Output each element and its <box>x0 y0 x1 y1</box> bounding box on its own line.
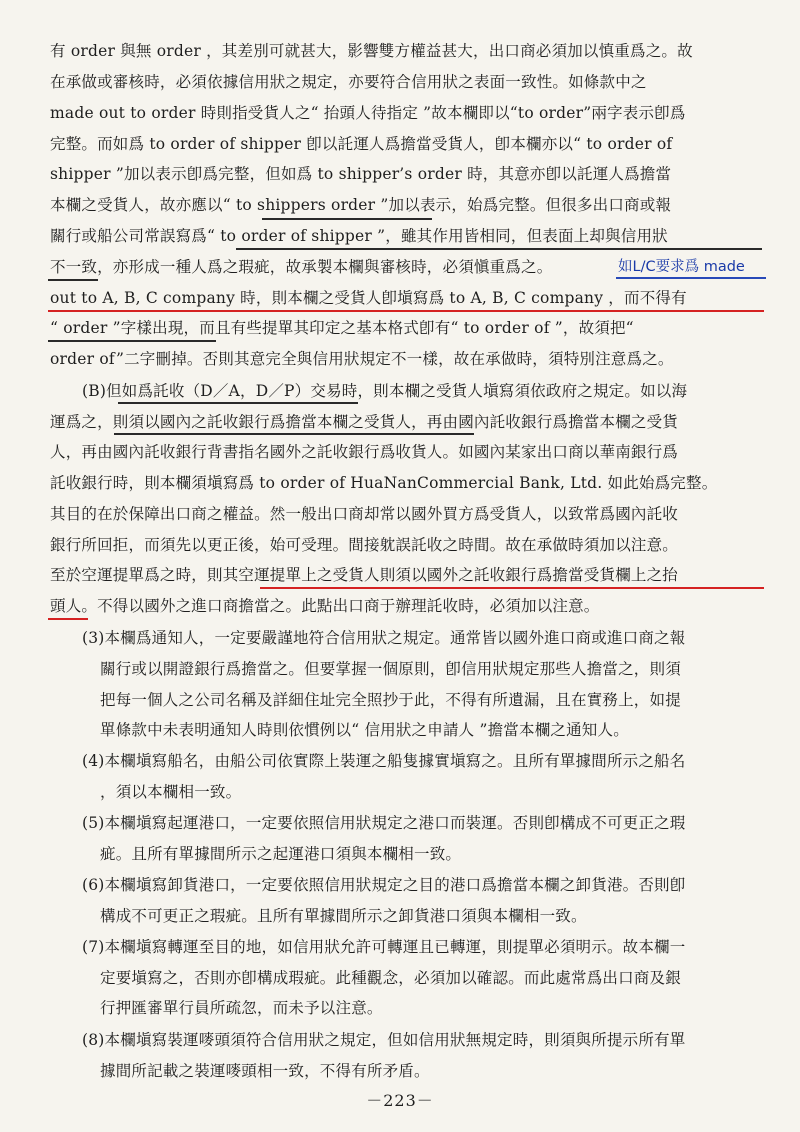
text-line: shipper ”加以表示卽爲完整，但如爲 to shipper’s order 時，其意亦卽以託運人爲擔當 <box>50 165 672 183</box>
underline <box>236 248 762 250</box>
underline <box>262 218 432 220</box>
text-line: 構成不可更正之瑕疵。且所有單據間所示之卸貨港口須與本欄相一致。 <box>100 907 587 925</box>
text-line: (8)本欄塡寫裝運嘜頭須符合信用狀之規定，但如信用狀無規定時，則須與所提示所有單 <box>82 1031 686 1049</box>
text-line: 行押匯審單行員所疏忽，而未予以注意。 <box>100 999 383 1017</box>
text-line: (5)本欄塡寫起運港口，一定要依照信用狀規定之港口而裝運。否則卽構成不可更正之瑕 <box>82 814 686 832</box>
page-number: －223－ <box>366 1091 434 1110</box>
text-line: (3)本欄爲通知人，一定要嚴謹地符合信用狀之規定。通常皆以國外進口商或進口商之報 <box>82 629 686 647</box>
text-line: “ order ”字樣出現，而且有些提單其印定之基本格式卽有“ to order of ”，故須把“ <box>50 319 634 337</box>
text-line: 完整。而如爲 to order of shipper 卽以託運人爲擔當受貨人，卽本欄亦以“ to order of <box>50 135 673 153</box>
text-line: ，須以本欄相一致。 <box>100 783 242 801</box>
text-line: 頭人。不得以國外之進口商擔當之。此點出口商于辦理託收時，必須加以注意。 <box>50 597 600 615</box>
text-line: 有 order 與無 order ，其差別可就甚大，影響雙方權益甚大，出口商必須加以慎重爲之。故 <box>50 42 693 60</box>
text-line: 銀行所回拒，而須先以更正後，始可受理。間接躭誤託收之時間。故在承做時須加以注意。 <box>50 536 679 554</box>
text-line: (4)本欄塡寫船名，由船公司依實際上裝運之船隻據實塡寫之。且所有單據間所示之船名 <box>82 752 686 770</box>
text-line: (7)本欄塡寫轉運至目的地，如信用狀允許可轉運且已轉運，則提單必須明示。故本欄一 <box>82 938 686 956</box>
underline <box>48 340 216 342</box>
text-line: 不一致，亦形成一種人爲之瑕疵，故承製本欄與審核時，必須愼重爲之。 <box>50 258 553 276</box>
text-line: order of”二字刪掉。否則其意完全與信用狀規定不一樣，故在承做時，須特別注意爲之。 <box>50 350 674 368</box>
text-line: 關行或以開證銀行爲擔當之。但要掌握一個原則，卽信用狀規定那些人擔當之，則須 <box>100 660 681 678</box>
text-line: 在承做或審核時，必須依據信用狀之規定，亦要符合信用狀之表面一致性。如條款中之 <box>50 73 647 91</box>
underline <box>118 402 358 404</box>
text-line: 託收銀行時，則本欄須塡寫爲 to order of HuaNanCommercial Bank, Ltd. 如此始爲完整。 <box>50 474 718 492</box>
underline <box>48 279 98 281</box>
underline <box>48 618 88 620</box>
underline <box>48 310 764 312</box>
text-line: 至於空運提單爲之時，則其空運提單上之受貨人則須以國外之託收銀行爲擔當受貨欄上之抬 <box>50 566 679 584</box>
text-line: 單條款中未表明通知人時則依慣例以“ 信用狀之申請人 ”擔當本欄之通知人。 <box>100 721 629 739</box>
text-line: 其目的在於保障出口商之權益。然一般出口商却常以國外買方爲受貨人，以致常爲國內託收 <box>50 505 679 523</box>
underline <box>616 277 766 279</box>
text-line: 關行或船公司常誤寫爲“ to order of shipper ”，雖其作用皆相同，但表面上却與信用狀 <box>50 227 668 245</box>
text-line: 把每一個人之公司名稱及詳細住址完全照抄于此，不得有所遺漏，且在實務上，如提 <box>100 691 681 709</box>
text-line: (6)本欄塡寫卸貨港口，一定要依照信用狀規定之目的港口爲擔當本欄之卸貨港。否則卽 <box>82 876 686 894</box>
text-line: out to A, B, C company 時，則本欄之受貨人卽塡寫爲 to A, B, C company ，而不得有 <box>50 289 687 307</box>
text-line: (B)但如爲託收（D／A，D／P）交易時，則本欄之受貨人塡寫須依政府之規定。如以海 <box>82 382 688 400</box>
underline <box>114 433 474 435</box>
underline <box>260 587 764 589</box>
text-line: 運爲之，則須以國內之託收銀行爲擔當本欄之受貨人，再由國內託收銀行爲擔當本欄之受貨 <box>50 413 679 431</box>
text-line: 人，再由國內託收銀行背書指名國外之託收銀行爲收貨人。如國內某家出口商以華南銀行爲 <box>50 443 679 461</box>
text-line: made out to order 時則指受貨人之“ 抬頭人待指定 ”故本欄即以“to order”兩字表示卽爲 <box>50 104 686 122</box>
text-line: 定要塡寫之，否則亦卽構成瑕疵。此種觀念，必須加以確認。而此處常爲出口商及銀 <box>100 969 681 987</box>
text-line: 疵。且所有單據間所示之起運港口須與本欄相一致。 <box>100 845 462 863</box>
handwritten-annotation: 如L/C要求爲 made <box>618 259 745 275</box>
text-line: 本欄之受貨人，故亦應以“ to shippers order ”加以表示，始爲完整。但很多出口商或報 <box>50 196 672 214</box>
text-line: 據間所記載之裝運嘜頭相一致，不得有所矛盾。 <box>100 1062 430 1080</box>
